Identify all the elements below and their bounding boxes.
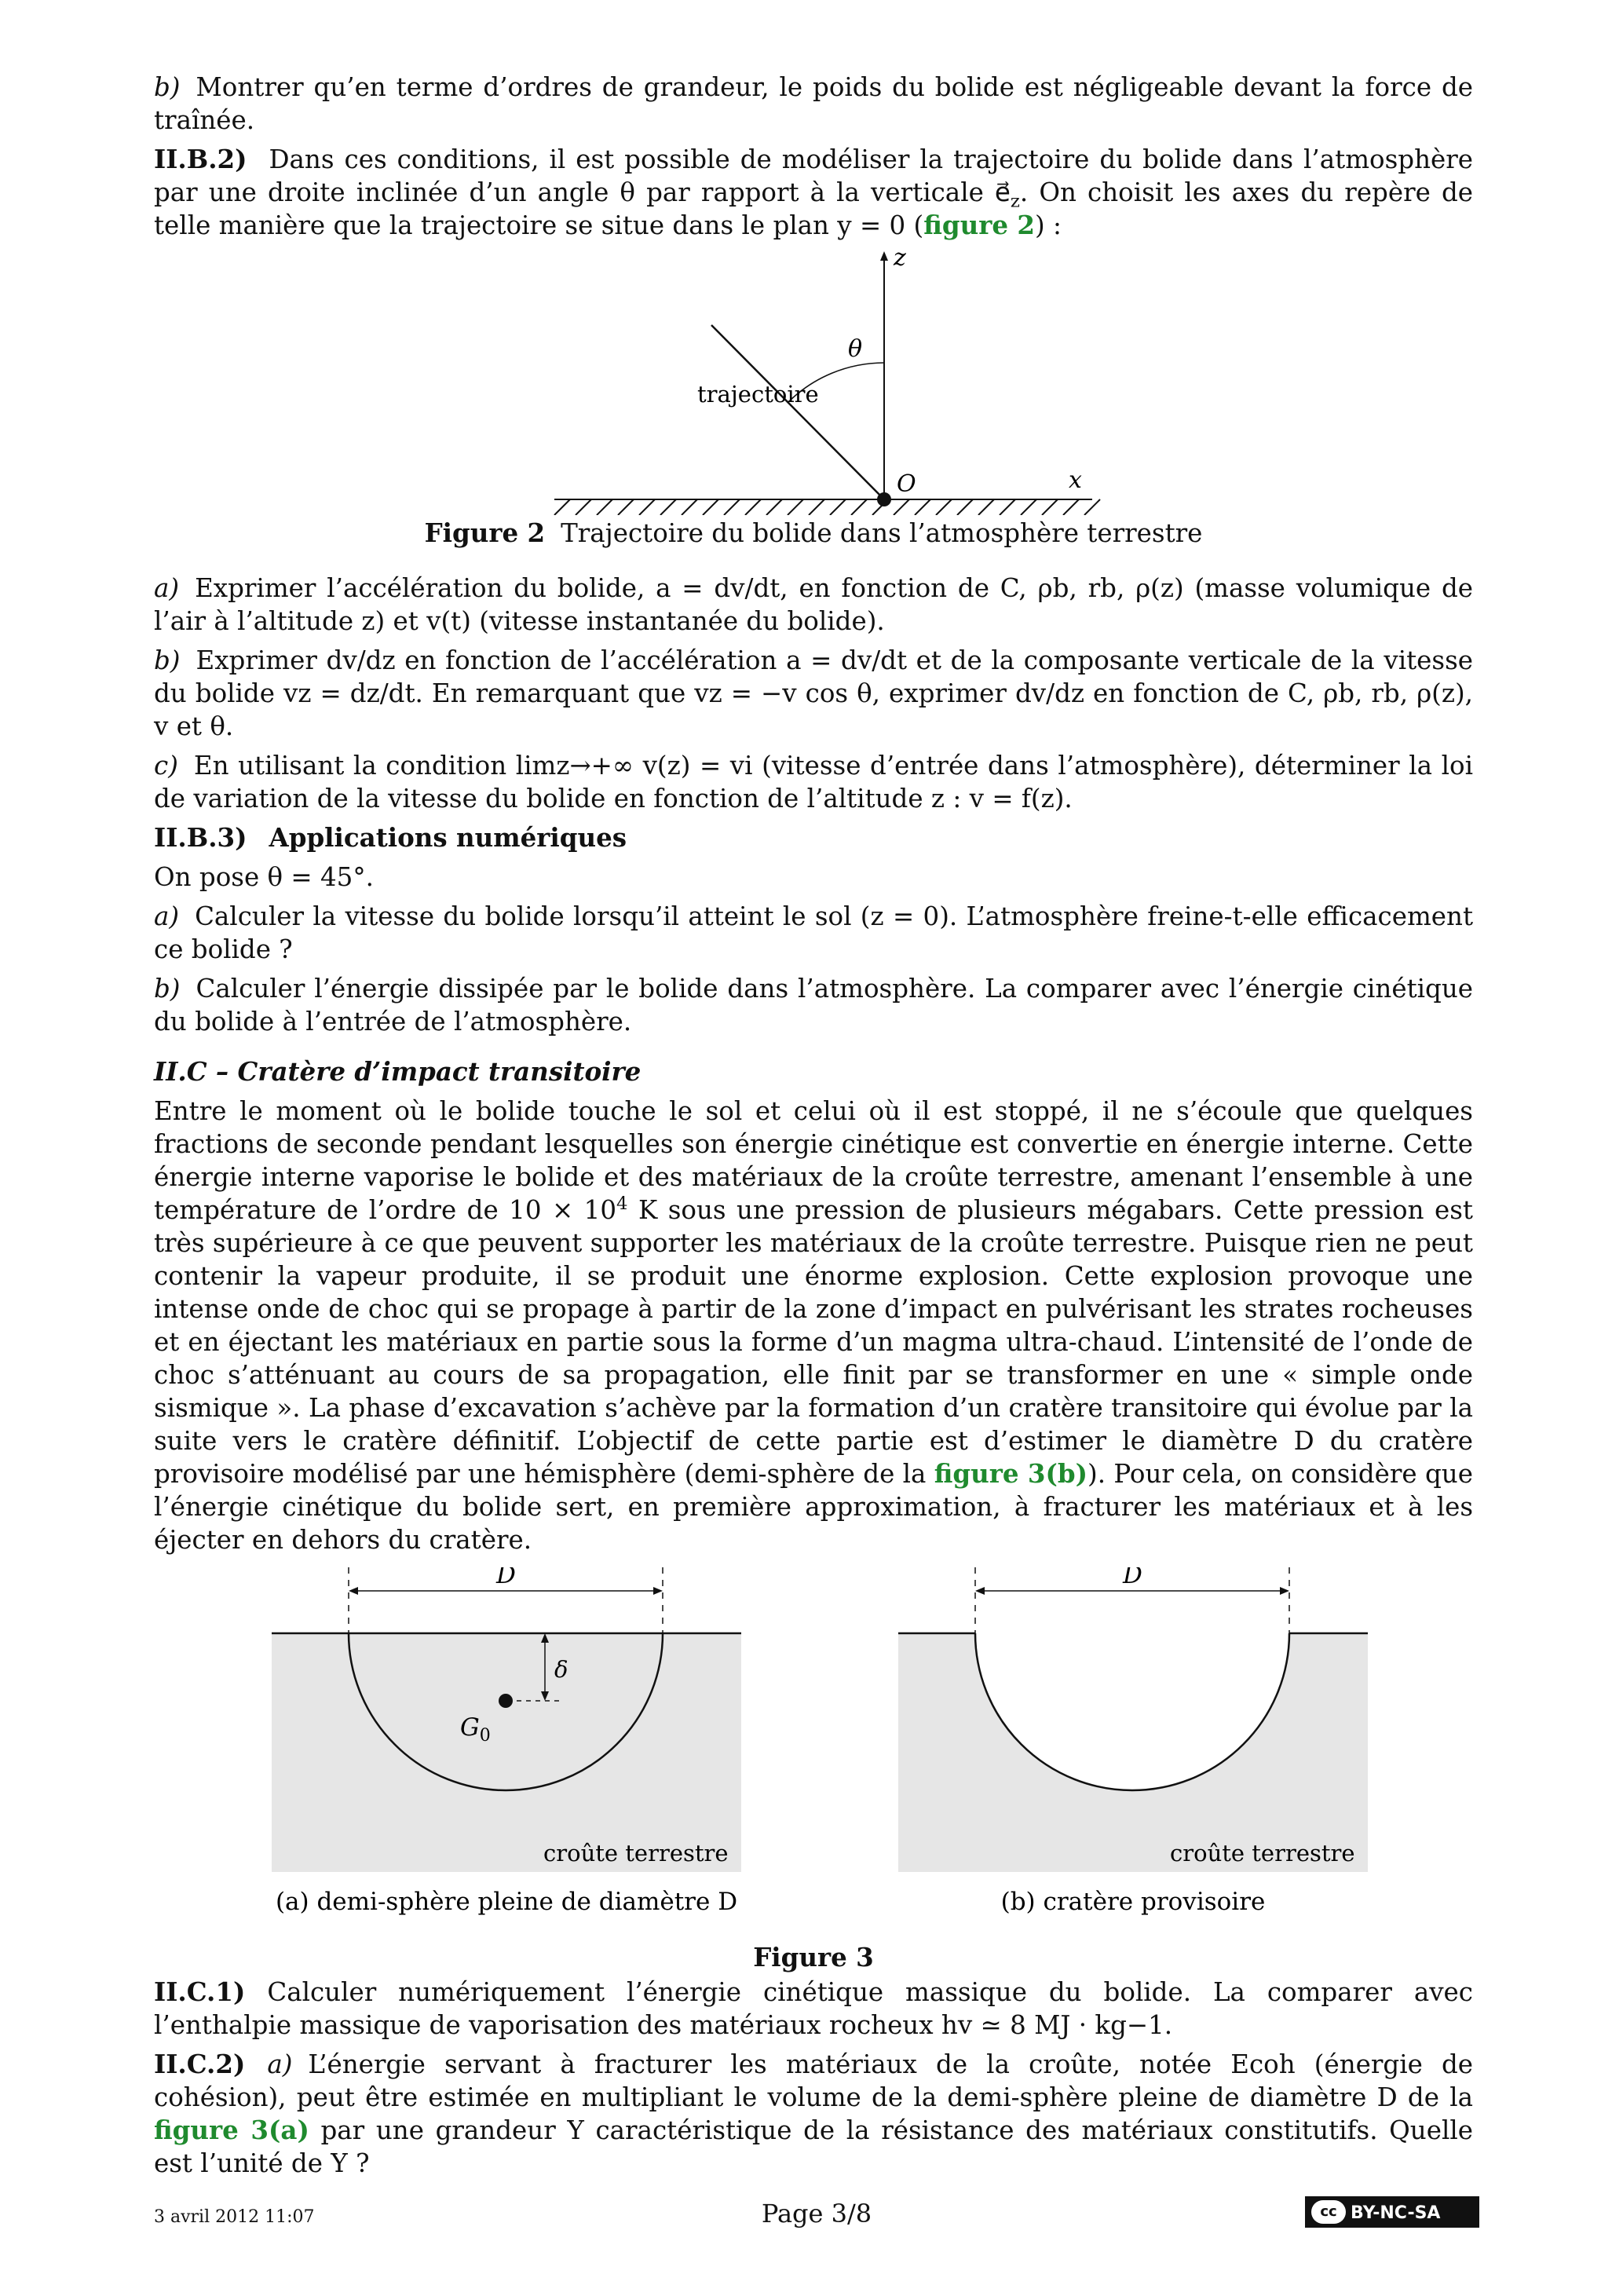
ground-label-b: croûte terrestre: [1170, 1840, 1355, 1866]
hatch-mark: [745, 499, 761, 515]
origin-point: [877, 492, 891, 506]
figure-3-diagram: [154, 1567, 1473, 1936]
hatch-mark: [936, 499, 952, 515]
angle-label: θ: [848, 335, 863, 363]
hatch-mark: [576, 499, 591, 515]
ground-label-a: croûte terrestre: [543, 1840, 729, 1866]
caption-3b: (b) cratère provisoire: [1000, 1888, 1266, 1916]
z-axis-arrow: [880, 251, 888, 261]
question-IIB3-a: a) Calculer la vitesse du bolide lorsqu’il atteint le sol (z = 0). L’atmosphère freine-t-elle efficacement ce bolide ?: [154, 901, 1473, 964]
hatch-mark: [554, 499, 570, 515]
g0-label: $G_0$: [460, 1713, 491, 1746]
ground-hatching: [554, 499, 1100, 515]
hatch-mark: [915, 499, 930, 515]
delta-label: δ: [554, 1656, 568, 1683]
hatch-mark: [1000, 499, 1015, 515]
figure-2-diagram: [460, 248, 1167, 515]
hatch-mark: [682, 499, 697, 515]
hatch-mark: [703, 499, 718, 515]
diameter-label-b: D: [1123, 1567, 1142, 1589]
page-content: [154, 71, 1473, 2186]
hatch-mark: [766, 499, 782, 515]
figure-3b-link[interactable]: figure 3(b): [934, 1458, 1088, 1489]
hatch-mark: [1063, 499, 1079, 515]
section-IIB3-heading: II.B.3) Applications numériques: [154, 822, 627, 853]
x-label: x: [1069, 466, 1082, 494]
hatch-mark: [830, 499, 846, 515]
figure-2-caption: Figure 2 Trajectoire du bolide dans l’atmosphère terrestre: [424, 517, 1203, 548]
question-c: c) En utilisant la condition limz→+∞ v(z) = vi (vitesse d’entrée dans l’atmosphère), déterminer la loi de variation de la vitesse du bolide en fonction de l’altitude z : v = f(z).: [154, 751, 1473, 813]
caption-3a: (a) demi-sphère pleine de diamètre D: [275, 1888, 738, 1916]
paragraph-b-weight: b) Montrer qu’en terme d’ordres de grandeur, le poids du bolide est négligeable devant la force de traînée.: [154, 72, 1473, 135]
section-IIC-title: II.C – Cratère d’impact transitoire: [154, 1056, 642, 1087]
hatch-mark: [978, 499, 994, 515]
section-IIC-body: Entre le moment où le bolide touche le sol et celui où il est stoppé, il ne s’écoule que quelques fractions de seconde pendant lesquelles son énergie cinétique est convertie en énergie interne. Cette énergie interne vaporise le bolide et des matériaux de la croûte terrestre, amenant l’ensemble à une température de l’ordre de $10 \times 10^4$ K sous une pression de plusieurs mégabars. Cette pression est très supérieure à ce que peuvent supporter les matériaux de la croûte terrestre. Puisque rien ne peut contenir la vapeur produite, il se produit une énorme explosion. Cette explosion provoque une intense onde de choc qui se propage à partir de la zone d’impact en pulvérisant les strates rocheuses et en éjectant les matériaux en partie sous la forme d’un magma ultra-chaud. L’intensité de l’onde de choc s’atténuant au cours de sa propagation, elle finit par se transformer en une « simple onde sismique ». La phase d’excavation s’achève par la formation d’un cratère transitoire qui évolue par la suite vers le cratère définitif. L’objectif de cette partie est d’estimer le diamètre D du cratère provisoire modélisé par une hémisphère (demi-sphère de la figure 3(b)). Pour cela, on considère que l’énergie cinétique du bolide sert, en première approximation, à fracturer les matériaux et à les éjecter en dehors du cratère.: [154, 1096, 1473, 1555]
section-number: II.B.2): [154, 144, 247, 174]
hatch-mark: [1042, 499, 1058, 515]
hatch-mark: [851, 499, 867, 515]
question-IIC1: II.C.1) Calculer numériquement l’énergie cinétique massique du bolide. La comparer avec l’enthalpie massique de vaporisation des matériaux rocheux hv ≃ 8 MJ · kg−1.: [154, 1976, 1473, 2040]
section-IIB3-intro: On pose θ = 45°.: [154, 862, 374, 892]
cc-icon: cc: [1311, 2200, 1346, 2224]
footer-date: 3 avril 2012 11:07: [154, 2207, 315, 2227]
hatch-mark: [894, 499, 909, 515]
figure-3-caption: Figure 3: [753, 1942, 874, 1972]
figure-3: [154, 1567, 1473, 1976]
hatch-mark: [957, 499, 973, 515]
cc-license-badge[interactable]: cc BY-NC-SA: [1305, 2196, 1479, 2228]
paragraph-IIB2: II.B.2) Dans ces conditions, il est possible de modéliser la trajectoire du bolide dans l’atmosphère par une droite inclinée d’un angle θ par rapport à la verticale $e⃗_z$. On choisit les axes du repère de telle manière que la trajectoire se situe dans le plan y = 0 (figure 2) :: [154, 144, 1473, 240]
question-a: a) Exprimer l’accélération du bolide, a = dv/dt, en fonction de C, ρb, rb, ρ(z) (masse volumique de l’air à l’altitude z) et v(t) (vitesse instantanée du bolide).: [154, 573, 1473, 636]
hatch-mark: [660, 499, 676, 515]
figure-3a-link[interactable]: figure 3(a): [154, 2115, 309, 2145]
hatch-mark: [639, 499, 655, 515]
hatch-mark: [724, 499, 740, 515]
z-label: z: [894, 248, 906, 272]
hatch-mark: [618, 499, 634, 515]
origin-label: O: [897, 470, 916, 498]
center-of-mass-point: [499, 1694, 513, 1708]
question-IIC2: II.C.2) a) L’énergie servant à fracturer les matériaux de la croûte, notée Ecoh (énergie de cohésion), peut être estimée en multipliant le volume de la demi-sphère pleine de diamètre D de la figure 3(a) par une grandeur Y caractéristique de la résistance des matériaux constitutifs. Quelle est l’unité de Y ?: [154, 2049, 1473, 2178]
question-b: b) Exprimer dv/dz en fonction de l’accélération a = dv/dt et de la composante verticale de la vitesse du bolide vz = dz/dt. En remarquant que vz = −v cos θ, exprimer dv/dz en fonction de C, ρb, rb, ρ(z), v et θ.: [154, 645, 1473, 741]
page-number: Page 3/8: [761, 2199, 872, 2228]
hatch-mark: [788, 499, 803, 515]
trajectory-label: trajectoire: [697, 381, 819, 408]
hatch-mark: [1021, 499, 1036, 515]
question-label: b): [154, 72, 181, 102]
question-IIB3-b: b) Calculer l’énergie dissipée par le bolide dans l’atmosphère. La comparer avec l’énergie cinétique du bolide à l’entrée de l’atmosphère.: [154, 974, 1473, 1036]
hatch-mark: [1084, 499, 1100, 515]
figure-2-link[interactable]: figure 2: [923, 210, 1035, 240]
diameter-label-a: D: [496, 1567, 516, 1589]
hatch-mark: [809, 499, 824, 515]
hatch-mark: [597, 499, 612, 515]
